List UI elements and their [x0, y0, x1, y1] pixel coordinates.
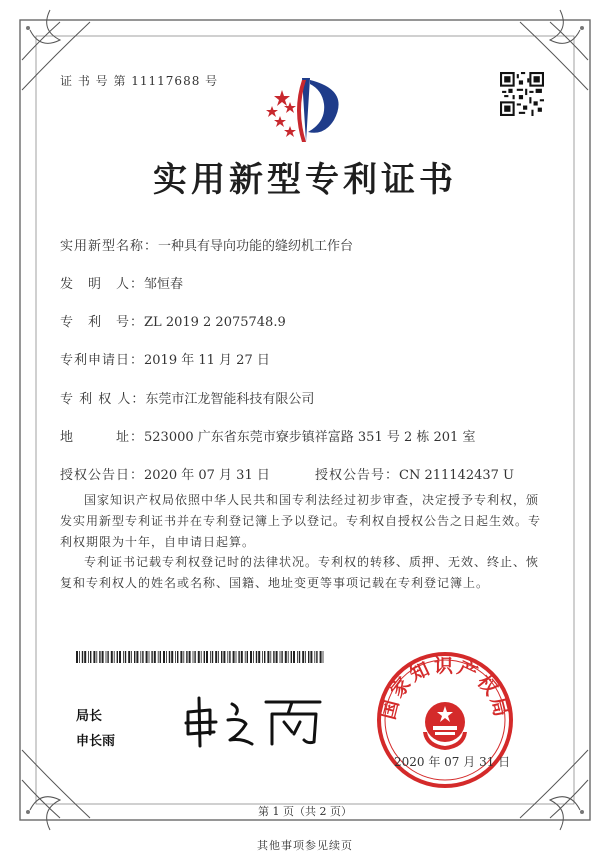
field-value: 邹恒春	[144, 277, 184, 292]
field-filing-date	[60, 349, 270, 368]
field-grant-date	[60, 464, 270, 483]
field-value: 523000 广东省东莞市寮步镇祥富路 351 号 2 栋 201 室	[144, 430, 476, 445]
qr-code-icon[interactable]	[500, 72, 544, 116]
field-address	[60, 426, 475, 445]
handwritten-signature	[180, 690, 330, 750]
field-grant-no	[315, 464, 514, 483]
field-label: 地 址：	[60, 430, 145, 445]
field-label: 专 利 权 人：	[60, 392, 146, 407]
seal-date: 2020 年 07 月 31 日	[394, 755, 511, 769]
field-value: ZL 2019 2 2075748.9	[144, 315, 286, 330]
field-value: 2019 年 11 月 27 日	[144, 353, 270, 368]
field-name	[60, 235, 353, 254]
field-value: 东莞市江龙智能科技有限公司	[145, 392, 315, 407]
seal-text: 国家知识产权局	[377, 655, 513, 722]
field-patent-no	[60, 311, 286, 330]
certificate-number: 证 书 号 第 11117688 号	[60, 74, 219, 88]
signature-name: 申长雨	[76, 734, 116, 749]
barcode-icon	[76, 651, 326, 663]
field-label: 授权公告号：	[315, 468, 400, 483]
field-label: 发 明 人：	[60, 277, 145, 292]
field-label: 实用新型名称：	[60, 239, 159, 254]
field-patentee	[60, 388, 314, 407]
certificate-title: 实用新型专利证书	[153, 160, 457, 200]
field-label: 专利申请日：	[60, 353, 145, 368]
page-number: 第 1 页（共 2 页）	[258, 805, 352, 818]
field-label: 授权公告日：	[60, 468, 145, 483]
field-inventor	[60, 273, 183, 292]
statement-paragraph: 专利证书记载专利权登记时的法律状况。专利权的转移、质押、无效、终止、恢复和专利权人的姓名或名称、国籍、地址变更等事项记载在专利登记簿上。	[60, 555, 540, 590]
field-label: 专 利 号：	[60, 315, 145, 330]
field-value: 2020 年 07 月 31 日	[144, 468, 270, 483]
patent-logo-icon	[262, 70, 354, 150]
statement-paragraph: 国家知识产权局依照中华人民共和国专利法经过初步审查，决定授予专利权，颁发实用新型专利证书并在专利登记簿上予以登记。专利权自授权公告之日起生效。专利权期限为十年，自申请日起算。	[60, 493, 542, 549]
field-value: CN 211142437 U	[399, 468, 514, 483]
field-value: 一种具有导向功能的缝纫机工作台	[158, 239, 354, 254]
signature-title: 局长	[76, 709, 103, 724]
footer-note: 其他事项参见续页	[257, 839, 353, 852]
